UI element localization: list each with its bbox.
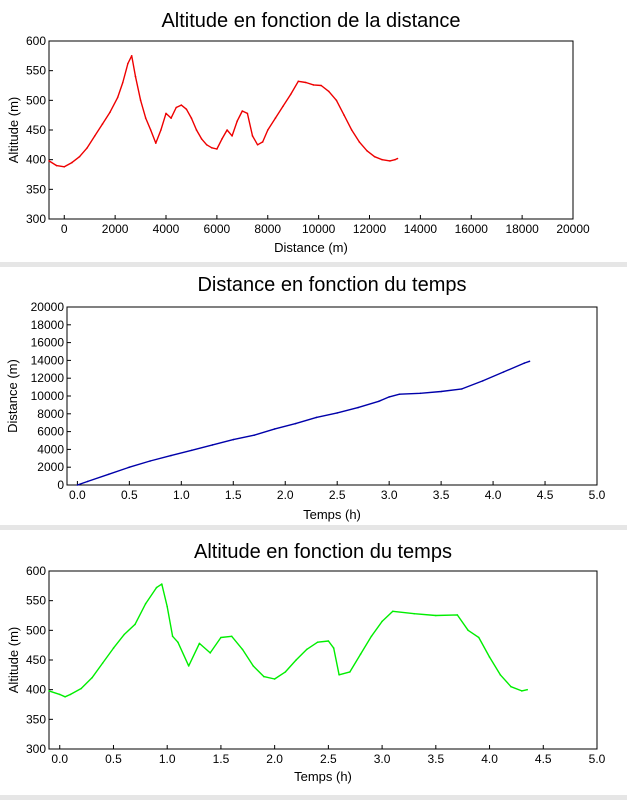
data-point (108, 474, 110, 476)
y-tick-label: 12000 (30, 371, 64, 386)
x-tick-label: 2.0 (276, 488, 294, 502)
x-tick-label: 1.5 (212, 752, 230, 766)
chart-altitude-vs-distance (0, 0, 627, 262)
x-tick-label: 1.0 (172, 488, 190, 502)
data-point (360, 653, 362, 655)
y-tick-label: 4000 (37, 442, 64, 457)
data-point (305, 82, 307, 84)
data-point (56, 165, 58, 167)
data-point (392, 611, 394, 613)
x-tick-label: 3.5 (427, 752, 445, 766)
chart-altitude-vs-time (0, 530, 627, 795)
chart-title: Altitude en fonction de la distance (161, 10, 461, 32)
data-point (155, 142, 157, 144)
x-tick-label: 3.0 (373, 752, 391, 766)
data-point (211, 147, 213, 149)
data-point (231, 135, 233, 137)
y-tick-label: 600 (25, 564, 46, 578)
data-point (109, 111, 111, 113)
x-tick-label: 8000 (254, 222, 282, 236)
y-tick-label: 18000 (30, 317, 64, 332)
x-tick-label: 4.0 (481, 752, 498, 766)
x-axis-label: Temps (h) (303, 507, 361, 522)
data-point (336, 100, 338, 102)
data-point (247, 113, 249, 115)
data-point (113, 647, 115, 649)
data-point (317, 641, 319, 643)
data-point (366, 150, 368, 152)
y-tick-label: 350 (25, 182, 46, 197)
data-point (242, 649, 244, 651)
x-tick-label: 0.5 (121, 488, 138, 502)
data-point (397, 158, 399, 160)
x-tick-label: 20000 (556, 222, 590, 236)
y-tick-label: 400 (25, 152, 46, 167)
y-tick-label: 0 (57, 478, 64, 492)
x-tick-label: 6000 (203, 222, 231, 236)
x-tick-label: 12000 (352, 222, 387, 236)
data-point (336, 412, 338, 414)
y-tick-label: 550 (25, 63, 46, 78)
data-point (274, 428, 276, 430)
data-point (526, 689, 528, 691)
data-point (267, 129, 269, 131)
x-tick-label: 4.0 (484, 488, 502, 502)
data-point (134, 624, 136, 626)
data-point (467, 630, 469, 632)
data-point (165, 113, 167, 115)
data-point (378, 401, 380, 403)
data-point (135, 76, 137, 78)
y-tick-label: 20000 (30, 300, 64, 314)
data-point (328, 640, 330, 642)
data-point (253, 434, 255, 436)
data-point (414, 613, 416, 615)
x-tick-label: 18000 (505, 222, 539, 236)
data-point (206, 144, 208, 146)
data-point (216, 148, 218, 150)
x-tick-label: 2.0 (266, 752, 283, 766)
data-point (381, 159, 383, 161)
data-point (102, 662, 104, 664)
data-point (220, 637, 222, 639)
y-tick-label: 6000 (37, 424, 64, 439)
data-point (510, 686, 512, 688)
data-point (316, 417, 318, 419)
data-point (359, 141, 361, 143)
x-tick-label: 0.0 (51, 752, 69, 766)
x-tick-label: 3.5 (432, 488, 450, 502)
data-point (145, 117, 147, 119)
data-point (122, 82, 124, 84)
chart-panel-altitude-distance (0, 0, 627, 262)
data-point (186, 108, 188, 110)
data-point (131, 55, 133, 57)
data-point (440, 391, 442, 393)
data-point (48, 160, 50, 162)
data-point (529, 361, 531, 363)
data-point (338, 674, 340, 676)
data-point (91, 677, 93, 679)
data-point (191, 450, 193, 452)
data-point (181, 104, 183, 106)
x-tick-label: 0.5 (105, 752, 122, 766)
y-axis-label: Altitude (m) (6, 96, 21, 164)
y-tick-label: 2000 (37, 460, 64, 475)
x-tick-label: 1.0 (158, 752, 176, 766)
data-point (320, 85, 322, 87)
data-point (252, 135, 254, 137)
data-point (123, 634, 125, 636)
x-tick-label: 4.5 (536, 488, 554, 502)
data-point (290, 94, 292, 96)
data-point (285, 671, 287, 673)
data-point (233, 439, 235, 441)
x-tick-label: 14000 (403, 222, 438, 236)
data-point (295, 659, 297, 661)
data-point (388, 396, 390, 398)
data-point (226, 129, 228, 131)
x-tick-label: 0 (60, 222, 68, 236)
y-tick-label: 400 (25, 682, 46, 697)
data-point (150, 129, 152, 131)
data-point (257, 144, 259, 146)
x-tick-label: 5.0 (588, 752, 606, 766)
data-point (64, 696, 66, 698)
chart-distance-vs-time (0, 267, 627, 525)
data-point (461, 388, 463, 390)
data-point (328, 91, 330, 93)
data-point (201, 138, 203, 140)
y-tick-label: 550 (25, 593, 46, 608)
data-point (166, 606, 168, 608)
data-point (102, 123, 104, 125)
y-tick-label: 500 (25, 623, 46, 638)
y-tick-label: 8000 (37, 406, 64, 421)
chart-title: Distance en fonction du temps (197, 274, 467, 296)
data-point (209, 652, 211, 654)
data-point (86, 147, 88, 149)
data-point (298, 81, 300, 83)
data-point (457, 614, 459, 616)
x-axis-label: Temps (h) (294, 769, 352, 784)
data-point (357, 407, 359, 409)
x-tick-label: 3.0 (380, 488, 398, 502)
chart-panel-distance-time (0, 267, 627, 525)
data-point (191, 117, 193, 119)
data-point (221, 138, 223, 140)
panel-divider (0, 795, 627, 800)
x-tick-label: 2.5 (328, 488, 346, 502)
data-point (149, 460, 151, 462)
data-point (117, 97, 119, 99)
chart-panel-altitude-time (0, 530, 627, 795)
data-point (252, 665, 254, 667)
data-point (333, 647, 335, 649)
data-point (87, 481, 89, 483)
x-tick-label: 2.5 (320, 752, 337, 766)
data-point (170, 455, 172, 457)
y-tick-label: 300 (25, 212, 46, 226)
y-tick-label: 500 (25, 93, 46, 108)
y-tick-label: 350 (25, 712, 46, 727)
x-tick-label: 0.0 (69, 488, 86, 502)
y-tick-label: 300 (25, 742, 46, 756)
data-point (482, 380, 484, 382)
data-point (500, 674, 502, 676)
data-point (262, 141, 264, 143)
y-axis-label: Distance (m) (5, 359, 20, 433)
data-point (129, 466, 131, 468)
y-axis-label: Altitude (m) (6, 626, 21, 694)
data-point (199, 643, 201, 645)
data-point (79, 156, 81, 158)
data-point (306, 649, 308, 651)
data-point (242, 110, 244, 112)
data-point (435, 615, 437, 617)
x-tick-label: 5.0 (588, 488, 606, 502)
data-point (295, 423, 297, 425)
plot-area (49, 41, 573, 219)
chart-title: Altitude en fonction du temps (194, 541, 452, 563)
data-point (196, 129, 198, 131)
data-point (64, 166, 66, 168)
data-point (275, 117, 277, 119)
data-point (521, 690, 523, 692)
y-tick-label: 14000 (30, 353, 64, 368)
data-point (349, 671, 351, 673)
data-point (351, 129, 353, 131)
y-tick-label: 450 (25, 653, 46, 667)
data-point (145, 603, 147, 605)
y-tick-label: 16000 (30, 335, 64, 350)
data-point (170, 117, 172, 119)
data-point (478, 637, 480, 639)
y-tick-label: 600 (25, 34, 46, 48)
y-tick-label: 10000 (30, 389, 64, 403)
data-point (274, 678, 276, 680)
data-point (236, 120, 238, 122)
data-point (524, 362, 526, 364)
data-point (71, 162, 73, 164)
data-point (389, 160, 391, 162)
data-point (394, 159, 396, 161)
data-point (282, 106, 284, 108)
x-tick-label: 16000 (454, 222, 488, 236)
data-point (172, 636, 174, 638)
data-point (80, 688, 82, 690)
data-point (313, 84, 315, 86)
data-point (399, 393, 401, 395)
data-point (374, 156, 376, 158)
x-tick-label: 2000 (101, 222, 129, 236)
data-point (188, 665, 190, 667)
data-point (343, 114, 345, 116)
x-tick-label: 10000 (301, 222, 336, 236)
data-point (94, 135, 96, 137)
data-point (160, 129, 162, 131)
data-point (48, 690, 50, 692)
data-point (127, 63, 129, 65)
y-tick-label: 450 (25, 123, 46, 137)
plot-area (67, 307, 597, 485)
data-point (371, 636, 373, 638)
data-point (420, 393, 422, 395)
data-point (77, 484, 79, 486)
data-point (231, 636, 233, 638)
data-point (381, 621, 383, 623)
data-point (70, 694, 72, 696)
data-point (140, 100, 142, 102)
x-tick-label: 4.5 (534, 752, 552, 766)
plot-area (49, 571, 597, 749)
data-point (212, 444, 214, 446)
data-point (175, 107, 177, 109)
x-axis-label: Distance (m) (274, 240, 348, 255)
data-point (177, 641, 179, 643)
data-point (503, 371, 505, 373)
data-point (156, 587, 158, 589)
x-tick-label: 4000 (152, 222, 180, 236)
data-point (161, 583, 163, 585)
data-point (489, 656, 491, 658)
data-point (263, 676, 265, 678)
data-point (59, 694, 61, 696)
x-tick-label: 1.5 (224, 488, 242, 502)
